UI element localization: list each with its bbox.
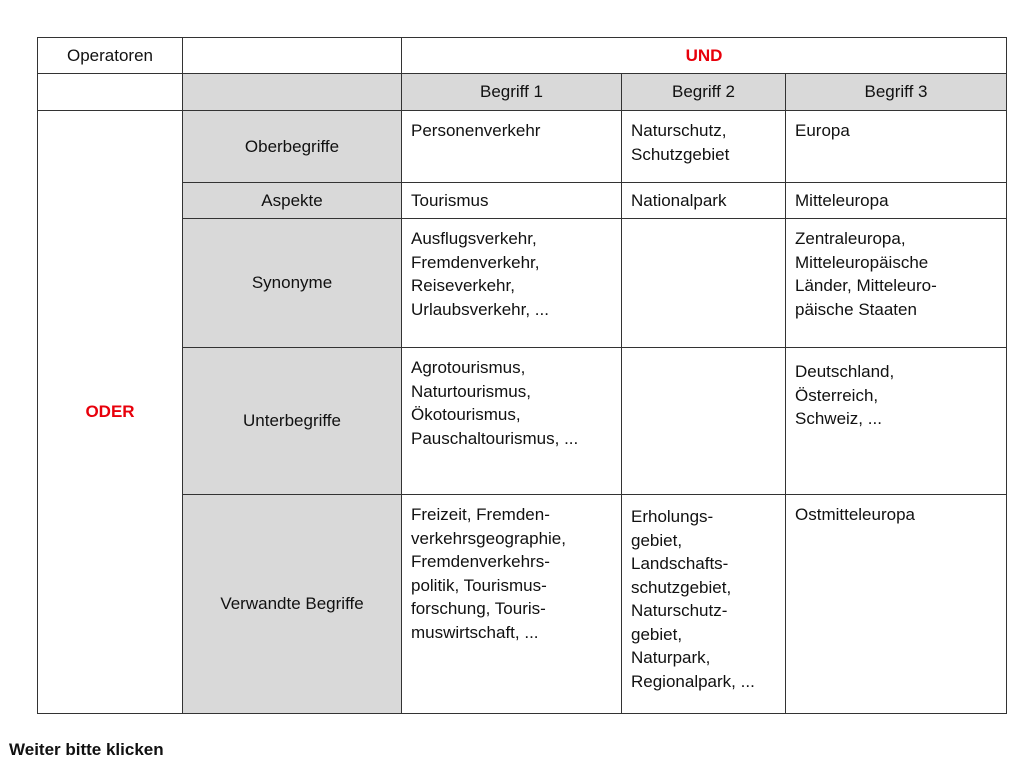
term-header-3: Begriff 3 [786, 74, 1007, 111]
term-header-2: Begriff 2 [622, 74, 786, 111]
table-row-unterbegriffe [38, 348, 1007, 495]
cell-text [622, 219, 785, 227]
table-cell [786, 348, 1007, 495]
table-cell [622, 111, 786, 183]
row-label-unterbegriffe: Unterbegriffe [183, 348, 402, 495]
table-cell [402, 348, 622, 495]
row-label-verwandte-begriffe: Verwandte Begriffe [183, 495, 402, 714]
table-cell [786, 495, 1007, 714]
table-cell [786, 111, 1007, 183]
table-cell [786, 219, 1007, 348]
table-row-synonyme [38, 219, 1007, 348]
cell-text: Personenverkehr [411, 121, 541, 140]
table-row-aspekte [38, 183, 1007, 219]
search-term-matrix [37, 37, 1007, 714]
table-cell [622, 495, 786, 714]
cell-text: Agrotourismus, Naturtourismus, Ökotourismus, Pauschaltourismus, ... [411, 358, 579, 448]
continue-link[interactable]: Weiter bitte klicken [9, 740, 164, 759]
table-cell [786, 183, 1007, 219]
cell-text: Europa [795, 121, 850, 140]
cell-text [622, 348, 785, 356]
cell-text: Naturschutz, Schutzgebiet [631, 121, 730, 164]
empty-header-cell [183, 74, 402, 111]
table-cell [622, 219, 786, 348]
cell-text: Erholungs- gebiet, Landschafts- schutzgebiet, Naturschutz- gebiet, Naturpark, Regionalpark, ... [631, 507, 755, 691]
table-cell [622, 348, 786, 495]
term-header-1: Begriff 1 [402, 74, 622, 111]
oder-label: ODER [38, 111, 183, 714]
cell-text: Nationalpark [631, 191, 727, 210]
row-label-aspekte: Aspekte [183, 183, 402, 219]
row-label-oberbegriffe: Oberbegriffe [183, 111, 402, 183]
cell-text: Deutschland, Österreich, Schweiz, ... [795, 362, 895, 428]
und-label: UND [402, 38, 1007, 74]
header-row-terms [38, 74, 1007, 111]
cell-text: Freizeit, Fremden- verkehrsgeographie, Fremdenverkehrs- politik, Tourismus- forschung, Touris- muswirtschaft, ... [411, 505, 566, 642]
table-row-oberbegriffe [38, 111, 1007, 183]
table-cell [402, 111, 622, 183]
header-row-operators [38, 38, 1007, 74]
cell-text: Tourismus [411, 191, 489, 210]
table-row-verwandte-begriffe [38, 495, 1007, 714]
cell-text: Ausflugsverkehr, Fremdenverkehr, Reiseverkehr, Urlaubsverkehr, ... [411, 229, 549, 319]
table-cell [622, 183, 786, 219]
cell-text: Ostmitteleuropa [795, 505, 915, 524]
table-cell [402, 183, 622, 219]
empty-header-cell [183, 38, 402, 74]
operators-label: Operatoren [38, 38, 183, 74]
table-cell [402, 495, 622, 714]
empty-header-cell [38, 74, 183, 111]
cell-text: Zentraleuropa, Mitteleuropäische Länder, Mitteleuro- päische Staaten [795, 229, 937, 319]
cell-text: Mitteleuropa [795, 191, 889, 210]
row-label-synonyme: Synonyme [183, 219, 402, 348]
table-cell [402, 219, 622, 348]
